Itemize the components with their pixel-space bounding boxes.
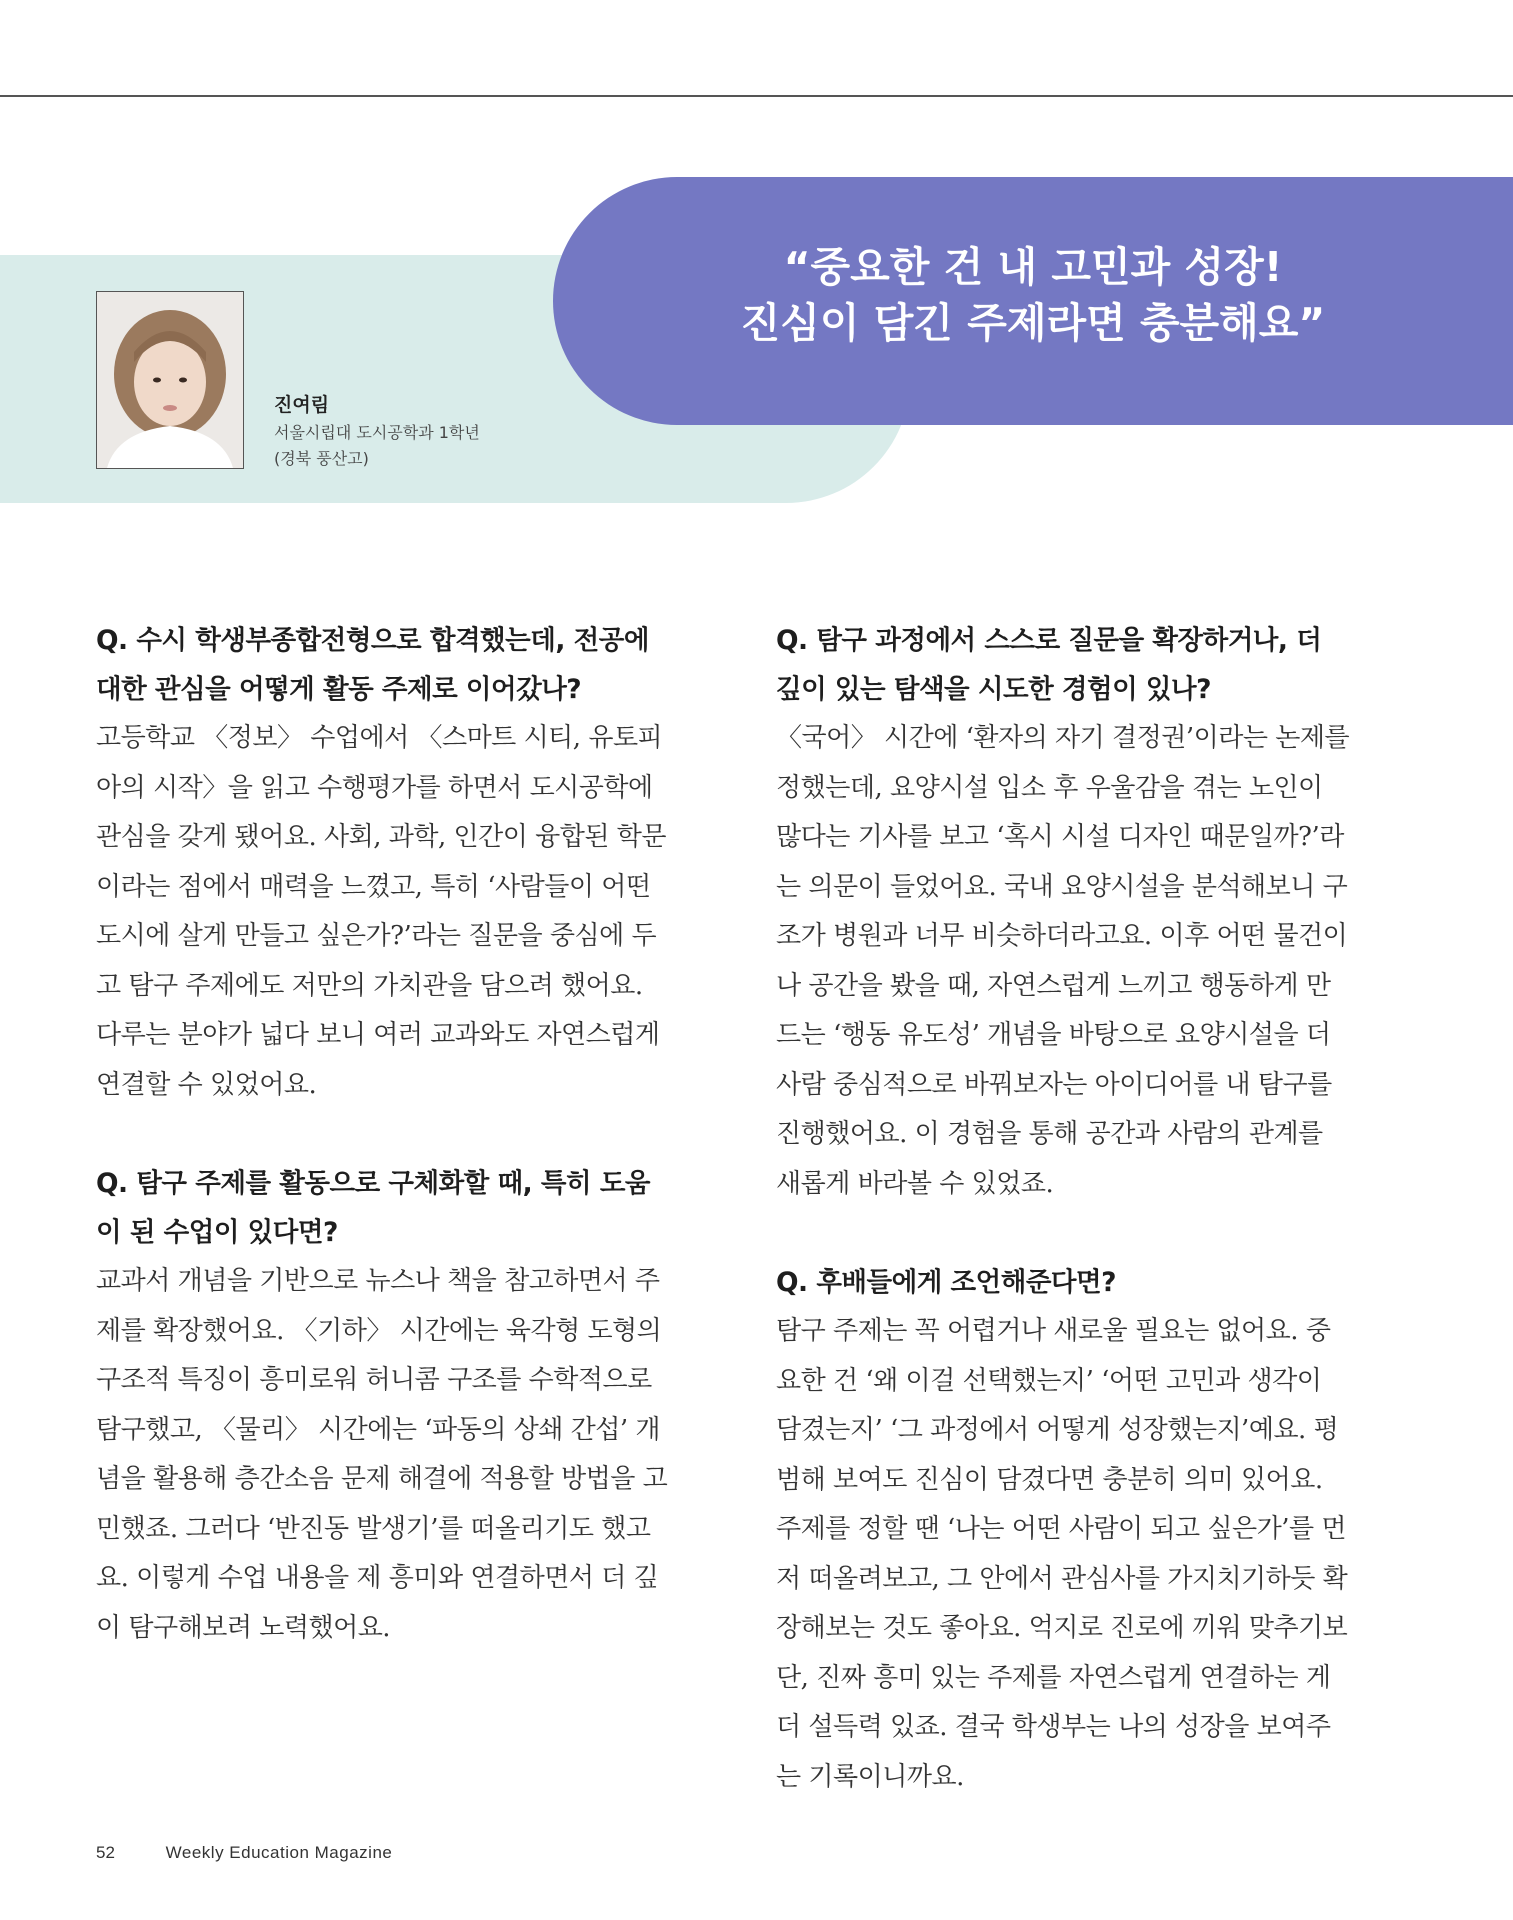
interviewee-affiliation <box>274 420 480 472</box>
question: Q. 탐구 주제를 활동으로 구체화할 때, 특히 도움이 된 수업이 있다면? <box>96 1168 651 1248</box>
question: Q. 탐구 과정에서 스스로 질문을 확장하거나, 더 깊이 있는 탐색을 시도한 경험이 있나? <box>776 625 1322 705</box>
qa-block <box>776 616 1351 1209</box>
portrait-image <box>97 292 243 468</box>
page-footer <box>96 1843 392 1863</box>
magazine-name: Weekly Education Magazine <box>165 1843 393 1862</box>
university-dept: 서울시립대 도시공학과 1학년 <box>274 423 480 442</box>
headline-quote <box>553 239 1513 351</box>
top-divider <box>0 95 1513 97</box>
answer: 교과서 개념을 기반으로 뉴스나 책을 참고하면서 주제를 확장했어요. 〈기하〉 시간에는 육각형 도형의 구조적 특징이 흥미로워 허니콤 구조를 수학적으로 탐구했고, 〈물리〉 시간에는 ‘파동의 상쇄 간섭’ 개념을 활용해 층간소음 문제 해결에 적용할 방법을 고민했죠. 그러다 ‘반진동 발생기’를 떠올리기도 했고요. 이렇게 수업 내용을 제 흥미와 연결하면서 더 깊이 탐구해보려 노력했어요. <box>96 1266 668 1643</box>
interviewee-name: 진여림 <box>274 394 330 416</box>
question: Q. 후배들에게 조언해준다면? <box>776 1267 1117 1298</box>
left-column <box>96 616 671 1702</box>
qa-block <box>96 616 671 1110</box>
question: Q. 수시 학생부종합전형으로 합격했는데, 전공에 대한 관심을 어떻게 활동 주제로 이어갔나? <box>96 625 649 705</box>
qa-block <box>96 1159 671 1653</box>
headline-line-1: “중요한 건 내 고민과 성장! <box>783 243 1283 291</box>
answer: 탐구 주제는 꼭 어렵거나 새로울 필요는 없어요. 중요한 건 ‘왜 이걸 선택했는지’ ‘어떤 고민과 생각이 담겼는지’ ‘그 과정에서 어떻게 성장했는지’예요. 평범해 보여도 진심이 담겼다면 충분히 의미 있어요. 주제를 정할 땐 ‘나는 어떤 사람이 되고 싶은가’를 먼저 떠올려보고, 그 안에서 관심사를 가지치기하듯 확장해보는 것도 좋아요. 억지로 진로에 끼워 맞추기보단, 진짜 흥미 있는 주제를 자연스럽게 연결하는 게 더 설득력 있죠. 결국 학생부는 나의 성장을 보여주는 기록이니까요. <box>776 1316 1348 1792</box>
right-column <box>776 616 1351 1851</box>
answer: 〈국어〉 시간에 ‘환자의 자기 결정권’이라는 논제를 정했는데, 요양시설 입소 후 우울감을 겪는 노인이 많다는 기사를 보고 ‘혹시 시설 디자인 때문일까?’라는 의문이 들었어요. 국내 요양시설을 분석해보니 구조가 병원과 너무 비슷하더라고요. 이후 어떤 물건이나 공간을 봤을 때, 자연스럽게 느끼고 행동하게 만드는 ‘행동 유도성’ 개념을 바탕으로 요양시설을 더 사람 중심적으로 바꿔보자는 아이디어를 내 탐구를 진행했어요. 이 경험을 통해 공간과 사람의 관계를 새롭게 바라볼 수 있었죠. <box>776 723 1350 1199</box>
headline-line-2: 진심이 담긴 주제라면 충분해요” <box>740 299 1326 347</box>
high-school: (경북 풍산고) <box>274 449 369 468</box>
qa-block <box>776 1258 1351 1802</box>
page-number: 52 <box>96 1843 115 1862</box>
profile-photo <box>96 291 244 469</box>
quote-banner <box>553 177 1513 425</box>
answer: 고등학교 〈정보〉 수업에서 〈스마트 시티, 유토피아의 시작〉을 읽고 수행평가를 하면서 도시공학에 관심을 갖게 됐어요. 사회, 과학, 인간이 융합된 학문이라는 점에서 매력을 느꼈고, 특히 ‘사람들이 어떤 도시에 살게 만들고 싶은가?’라는 질문을 중심에 두고 탐구 주제에도 저만의 가치관을 담으려 했어요. 다루는 분야가 넓다 보니 여러 교과와도 자연스럽게 연결할 수 있었어요. <box>96 723 666 1100</box>
